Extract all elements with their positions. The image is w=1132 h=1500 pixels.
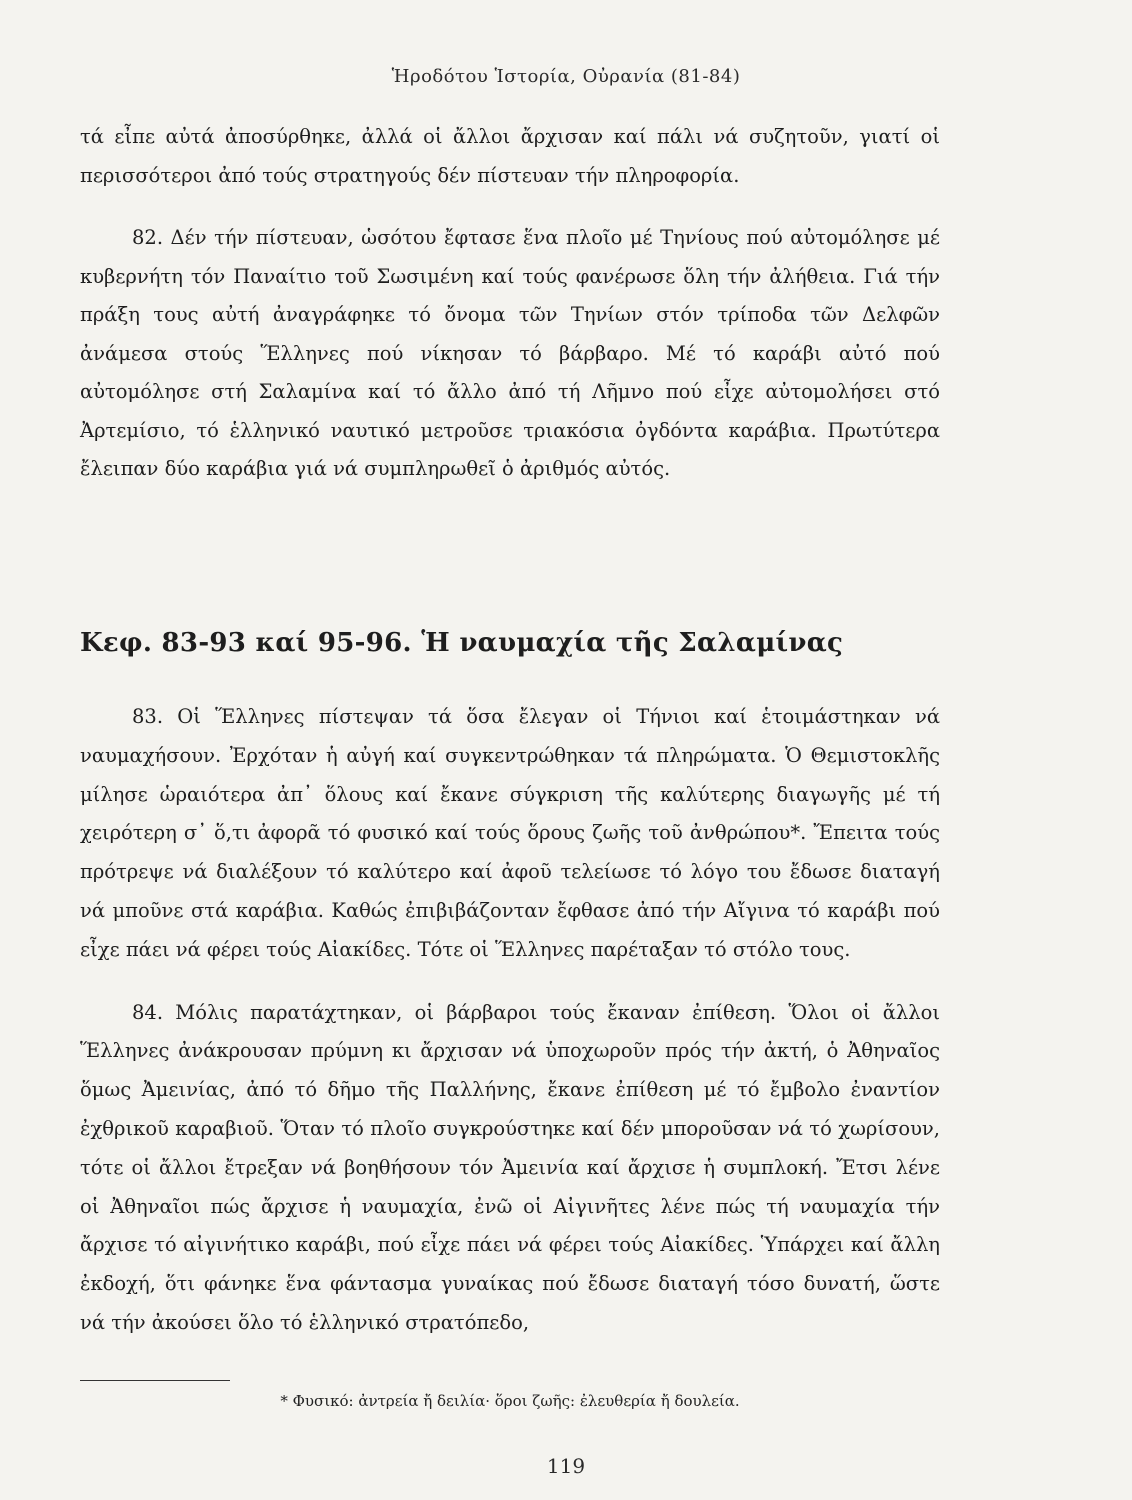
footnote-rule bbox=[80, 1380, 230, 1381]
footnote: * Φυσικό: ἀντρεία ἤ δειλία· ὅροι ζωῆς: ἐλευθερία ἤ δουλεία. bbox=[280, 1392, 740, 1410]
section-heading: Κεφ. 83-93 καί 95-96. Ἡ ναυμαχία τῆς Σαλαμίνας bbox=[80, 628, 844, 658]
running-head: Ἡροδότου Ἱστορία, Οὐρανία (81-84) bbox=[391, 66, 741, 87]
page-number: 119 bbox=[546, 1454, 586, 1478]
paragraph-continuation: τά εἶπε αὐτά ἀποσύρθηκε, ἀλλά οἱ ἄλλοι ἄρχισαν καί πάλι νά συζητοῦν, γιατί οἱ περισσότεροι ἀπό τούς στρατηγούς δέν πίστευαν τήν πληροφορία. bbox=[80, 125, 940, 187]
top-text-block bbox=[80, 118, 940, 489]
bottom-text-block bbox=[80, 698, 940, 1343]
paragraph-83: 83. Οἱ Ἕλληνες πίστεψαν τά ὅσα ἔλεγαν οἱ Τήνιοι καί ἑτοιμάστηκαν νά ναυμαχήσουν. Ἐρχόταν ἡ αὐγή καί συγκεντρώθηκαν τά πληρώματα. Ὁ Θεμιστοκλῆς μίλησε ὡραιότερα ἀπ᾽ ὅλους καί ἔκανε σύγκριση τῆς καλύτερης διαγωγῆς μέ τή χειρότερη σ᾽ ὅ,τι ἀφορᾶ τό φυσικό καί τούς ὅρους ζωῆς τοῦ ἀνθρώπου*. Ἔπειτα τούς πρότρεψε νά διαλέξουν τό καλύτερο καί ἀφοῦ τελείωσε τό λόγο του ἔδωσε διαταγή νά μποῦνε στά καράβια. Καθώς ἐπιβιβάζονταν ἔφθασε ἀπό τήν Αἴγινα τό καράβι πού εἶχε πάει νά φέρει τούς Αἰακίδες. Τότε οἱ Ἕλληνες παρέταξαν τό στόλο τους. bbox=[80, 705, 940, 961]
paragraph-82: 82. Δέν τήν πίστευαν, ὡσότου ἔφτασε ἕνα πλοῖο μέ Τηνίους πού αὐτομόλησε μέ κυβερνήτη τόν Παναίτιο τοῦ Σωσιμένη καί τούς φανέρωσε ὅλη τήν ἀλήθεια. Γιά τήν πράξη τους αὐτή ἀναγράφηκε τό ὄνομα τῶν Τηνίων στόν τρίποδα τῶν Δελφῶν ἀνάμεσα στούς Ἕλληνες πού νίκησαν τό βάρβαρο. Μέ τό καράβι αὐτό πού αὐτομόλησε στή Σαλαμίνα καί τό ἄλλο ἀπό τή Λῆμνο πού εἶχε αὐτομολήσει στό Ἀρτεμίσιο, τό ἑλληνικό ναυτικό μετροῦσε τριακόσια ὀγδόντα καράβια. Πρωτύτερα ἔλειπαν δύο καράβια γιά νά συμπληρωθεῖ ὁ ἀριθμός αὐτός. bbox=[80, 226, 940, 480]
paragraph-84: 84. Μόλις παρατάχτηκαν, οἱ βάρβαροι τούς ἔκαναν ἐπίθεση. Ὅλοι οἱ ἄλλοι Ἕλληνες ἀνάκρουσαν πρύμνη κι ἄρχισαν νά ὑποχωροῦν πρός τήν ἀκτή, ὁ Ἀθηναῖος ὅμως Ἀμεινίας, ἀπό τό δῆμο τῆς Παλλήνης, ἔκανε ἐπίθεση μέ τό ἔμβολο ἐναντίον ἐχθρικοῦ καραβιοῦ. Ὅταν τό πλοῖο συγκρούστηκε καί δέν μποροῦσαν νά τό χωρίσουν, τότε οἱ ἄλλοι ἔτρεξαν νά βοηθήσουν τόν Ἀμεινία καί ἄρχισε ἡ συμπλοκή. Ἔτσι λένε οἱ Ἀθηναῖοι πώς ἄρχισε ἡ ναυμαχία, ἐνῶ οἱ Αἰγινῆτες λένε πώς τή ναυμαχία τήν ἄρχισε τό αἰγινήτικο καράβι, πού εἶχε πάει νά φέρει τούς Αἰακίδες. Ὑπάρχει καί ἄλλη ἐκδοχή, ὅτι φάνηκε ἕνα φάντασμα γυναίκας πού ἔδωσε διαταγή τόσο δυνατή, ὥστε νά τήν ἀκούσει ὅλο τό ἑλληνικό στρατόπεδο, bbox=[80, 1000, 940, 1334]
